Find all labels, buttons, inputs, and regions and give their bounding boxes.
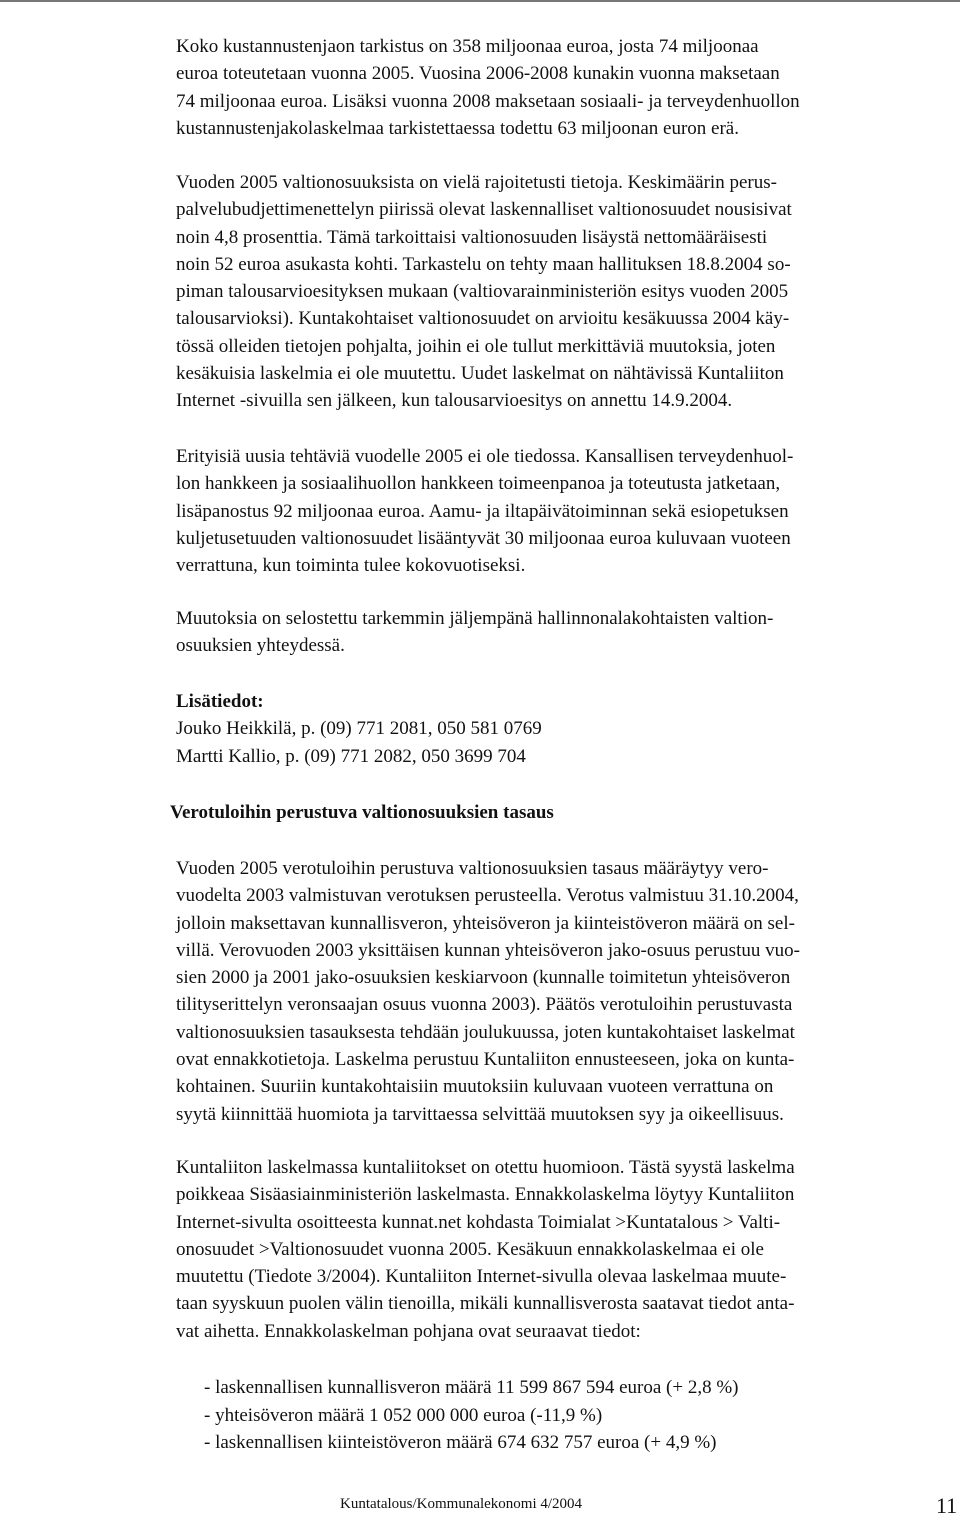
contact-heading: Lisätiedot: [176, 691, 264, 712]
contact-heikkila: Jouko Heikkilä, p. (09) 771 2081, 050 581 0769 [176, 718, 542, 740]
list-item: - yhteisöveron määrä 1 052 000 000 euroa (-11,9 %) [204, 1404, 603, 1426]
section-heading: Verotuloihin perustuva valtionosuuksien tasaus [170, 802, 554, 823]
paragraph-cost-division: Koko kustannustenjaon tarkistus on 358 miljoonaa euroa, josta 74 miljoonaa euroa toteutetaan vuonna 2005. Vuosina 2006-2008 kunakin vuonna maksetaan 74 miljoonaa euroa. Lisäksi vuonna 2008 maksetaan sosiaali- ja terveydenhuollon kustannustenjakolaskelmaa tarkistettaessa todettu 63 miljoonan euron erä. [176, 36, 800, 139]
contact-kallio: Martti Kallio, p. (09) 771 2082, 050 3699 704 [176, 745, 526, 767]
paragraph-tax-equalization: Vuoden 2005 verotuloihin perustuva valtionosuuksien tasaus määräytyy vero- vuodelta 2003 valmistuvan verotuksen perusteella. Verotus valmistuu 31.10.2004, jolloin maksettavan kunnallisveron, yhteisöveron ja kiinteistöveron määrä on sel- villä. Verovuoden 2003 yksittäisen kunnan yhteisöveron jako-osuus perustuu vuo- sien 2000 ja 2001 jako-osuuksien keskiarvoon (kunnalle toimitetun yhteisöveron tilityserittelyn veronsaajan osuus vuonna 2003). Päätös verotuloihin perustuvasta valtionosuuksien tasauksesta tehdään joulukuussa, joten kuntakohtaiset laskelmat ovat ennakkotietoja. Laskelma perustuu Kuntaliiton ennusteeseen, joka on kunta- kohtainen. Suuriin kuntakohtaisiin muutoksiin kuluvaan vuoteen verrattuna on syytä kiinnittää huomiota ja tarvittaessa selvittää muutoksen syy ja oikeellisuus. [176, 858, 800, 1125]
tax-figures-list [204, 1374, 738, 1457]
top-rule [0, 0, 960, 2]
paragraph-new-tasks: Erityisiä uusia tehtäviä vuodelle 2005 ei ole tiedossa. Kansallisen terveydenhuol- lon hankkeen ja sosiaalihuollon hankkeen toimeenpanoa ja toteutusta jatketaan, lisäpanostus 92 miljoonaa euroa. Aamu- ja iltapäivätoiminnan sekä esiopetuksen kuljetusetuuden valtionosuudet lisääntyvät 30 miljoonaa euroa kuluvaan vuoteen verrattuna, kun toiminta tulee kokovuotiseksi. [176, 446, 794, 577]
list-item: - laskennallisen kiinteistöveron määrä 674 632 757 euroa (+ 4,9 %) [204, 1432, 717, 1453]
paragraph-kuntaliitto-calculation: Kuntaliiton laskelmassa kuntaliitokset on otettu huomioon. Tästä syystä laskelma poikkeaa Sisäasiainministeriön laskelmasta. Ennakkolaskelma löytyy Kuntaliiton Internet-sivulta osoitteesta kunnat.net kohdasta Toimialat >Kuntatalous > Valti- onosuudet >Valtionosuudet vuonna 2005. Kesäkuun ennakkolaskelmaa ei ole muutettu (Tiedote 3/2004). Kuntaliiton Internet-sivulla olevaa laskelmaa muute- taan syyskuun puolen välin tienoilla, mikäli kunnallisverosta saatavat tiedot anta- vat aihetta. Ennakkolaskelman pohjana ovat seuraavat tiedot: [176, 1157, 795, 1342]
contact-info [176, 688, 946, 770]
page-number: 11 [936, 1493, 958, 1518]
paragraph-changes: Muutoksia on selostettu tarkemmin jäljempänä hallinnonalakohtaisten valtion- osuuksien yhteydessä. [176, 608, 774, 657]
footer-publication: Kuntatalous/Kommunalekonomi 4/2004 [340, 1496, 583, 1512]
paragraph-state-subsidies-2005: Vuoden 2005 valtionosuuksista on vielä rajoitetusti tietoja. Keskimäärin perus- palvelubudjettimenettelyn piirissä olevat laskennalliset valtionosuudet nousisivat noin 4,8 prosenttia. Tämä tarkoittaisi valtionosuuden lisäystä nettomääräisesti noin 52 euroa asukasta kohti. Tarkastelu on tehty maan hallituksen 18.8.2004 so- piman talousarvioesityksen mukaan (valtiovarainministeriön esitys vuoden 2005 talousarvioksi). Kuntakohtaiset valtionosuudet on arvioitu kesäkuussa 2004 käy- tössä olleiden tietojen pohjalta, joihin ei ole tullut merkittäviä muutoksia, joten kesäkuisia laskelmia ei ole muutettu. Uudet laskelmat on nähtävissä Kuntaliiton Internet -sivuilla sen jälkeen, kun talousarvioesitys on annettu 14.9.2004. [176, 172, 792, 412]
list-item: - laskennallisen kunnallisveron määrä 11 599 867 594 euroa (+ 2,8 %) [204, 1377, 739, 1398]
